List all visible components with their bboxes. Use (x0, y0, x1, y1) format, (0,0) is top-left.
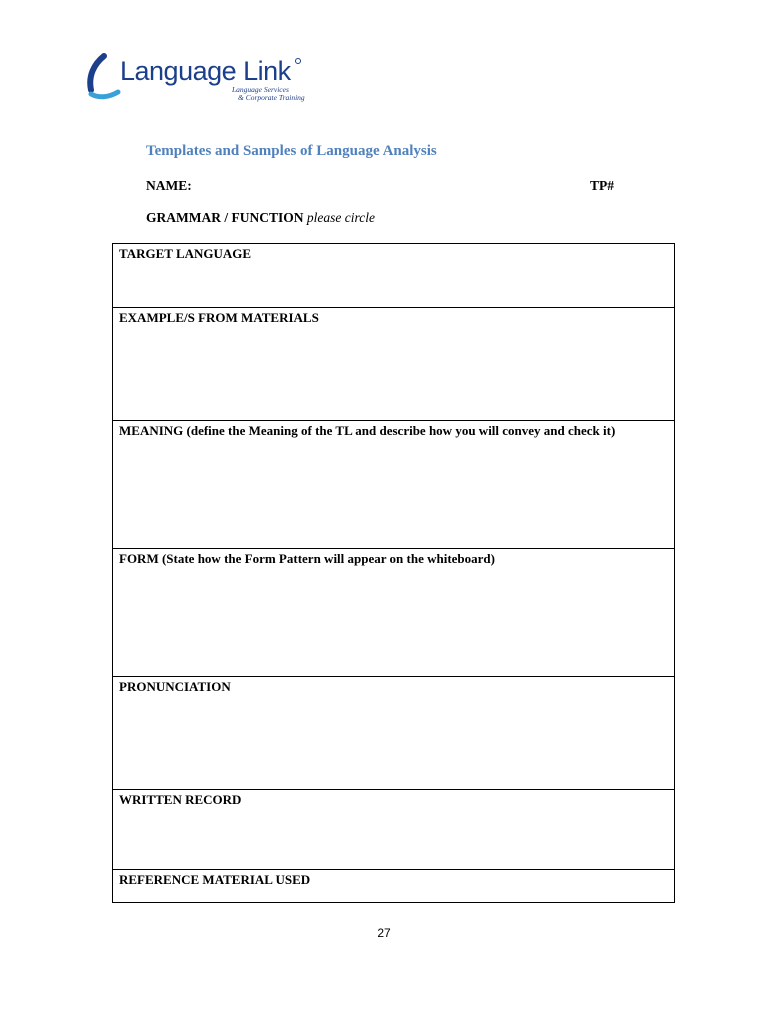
pronunciation-cell[interactable] (113, 677, 675, 790)
grammar-function-note: please circle (306, 210, 375, 225)
company-logo (82, 52, 322, 104)
table-row (113, 549, 675, 677)
name-label: NAME: (146, 178, 192, 193)
registered-mark (295, 58, 301, 64)
section-label: TARGET LANGUAGE (119, 246, 252, 261)
table-row (113, 677, 675, 790)
document-title: Templates and Samples of Language Analysis (146, 143, 437, 159)
table-row (113, 421, 675, 549)
logo-tagline-line2: & Corporate Training (238, 93, 305, 102)
grammar-function-line (146, 210, 375, 226)
section-label: WRITTEN RECORD (119, 792, 242, 807)
section-label: REFERENCE MATERIAL USED (119, 872, 311, 887)
language-analysis-table (112, 243, 675, 903)
reference-material-cell[interactable] (113, 870, 675, 903)
table-row (113, 244, 675, 308)
logo-tagline-line1: Language Services (232, 85, 289, 94)
form-cell[interactable] (113, 549, 675, 677)
section-label: MEANING (define the Meaning of the TL and describe how you will convey and check it) (119, 423, 616, 438)
tp-label: TP# (590, 178, 615, 193)
table-row (113, 790, 675, 870)
written-record-cell[interactable] (113, 790, 675, 870)
table-row (113, 870, 675, 903)
language-link-logo-mark (82, 52, 122, 102)
meaning-cell[interactable] (113, 421, 675, 549)
table-row (113, 308, 675, 421)
logo-tagline (232, 86, 305, 102)
section-label: EXAMPLE/S FROM MATERIALS (119, 310, 319, 325)
examples-cell[interactable] (113, 308, 675, 421)
page-number: 27 (377, 926, 391, 940)
target-language-cell[interactable] (113, 244, 675, 308)
grammar-function-label: GRAMMAR / FUNCTION (146, 210, 304, 225)
logo-wordmark: Language Link (120, 56, 291, 86)
section-label: FORM (State how the Form Pattern will appear on the whiteboard) (119, 551, 495, 566)
section-label: PRONUNCIATION (119, 679, 231, 694)
